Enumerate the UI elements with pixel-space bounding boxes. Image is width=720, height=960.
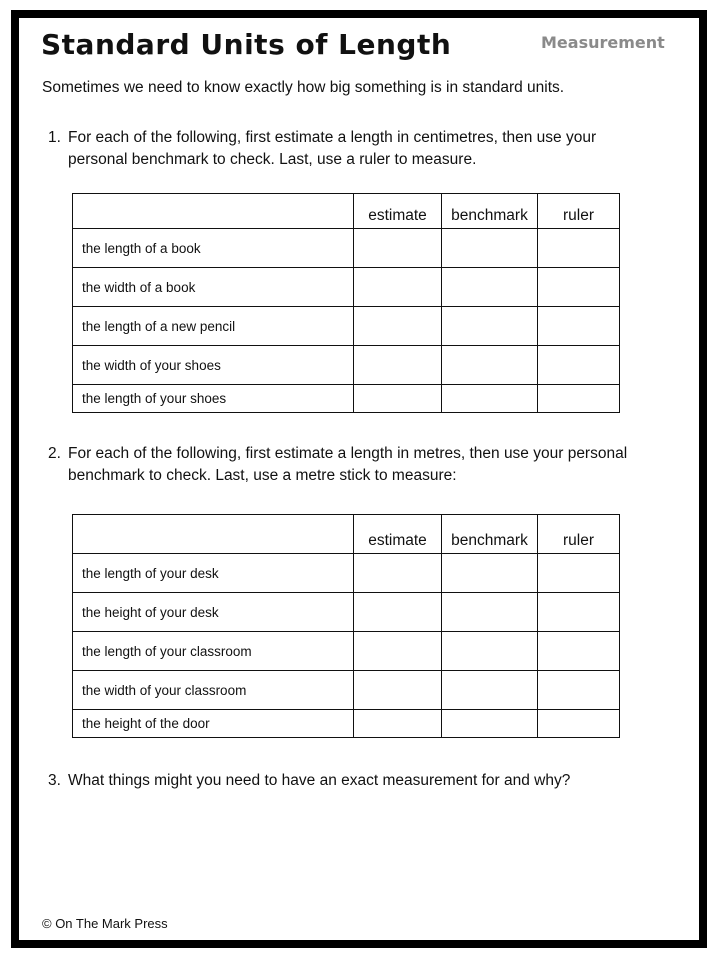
estimate-cell[interactable] [354,593,442,632]
benchmark-cell[interactable] [442,710,538,738]
header-estimate: estimate [354,194,442,229]
ruler-cell[interactable] [538,307,620,346]
table-row [73,385,620,413]
question-3 [48,770,628,792]
topic-label: Measurement [541,33,665,52]
table-header-row [73,515,620,554]
table-row [73,593,620,632]
header-blank [73,515,354,554]
ruler-cell[interactable] [538,671,620,710]
benchmark-cell[interactable] [442,671,538,710]
estimate-cell[interactable] [354,554,442,593]
question-2 [48,443,628,487]
estimate-cell[interactable] [354,229,442,268]
benchmark-cell[interactable] [442,632,538,671]
estimate-cell[interactable] [354,710,442,738]
question-number: 3. [48,772,61,789]
estimate-cell[interactable] [354,632,442,671]
question-text: What things might you need to have an exact measurement for and why? [68,772,571,789]
benchmark-cell[interactable] [442,593,538,632]
question-number: 1. [48,129,61,146]
ruler-cell[interactable] [538,346,620,385]
ruler-cell[interactable] [538,268,620,307]
row-label: the length of a new pencil [73,307,354,346]
benchmark-cell[interactable] [442,554,538,593]
header-blank [73,194,354,229]
header-estimate: estimate [354,515,442,554]
question-text: For each of the following, first estimate a length in centimetres, then use your personal benchmark to check. Last, use a ruler to measure. [68,129,597,168]
question-1 [48,127,628,171]
benchmark-cell[interactable] [442,268,538,307]
copyright-footer: © On The Mark Press [42,916,168,931]
measurement-table-cm [72,193,620,413]
benchmark-cell[interactable] [442,307,538,346]
row-label: the width of your classroom [73,671,354,710]
benchmark-cell[interactable] [442,385,538,413]
table-row [73,671,620,710]
table-row [73,307,620,346]
header-benchmark: benchmark [442,194,538,229]
table-row [73,346,620,385]
benchmark-cell[interactable] [442,229,538,268]
row-label: the length of your shoes [73,385,354,413]
row-label: the length of your desk [73,554,354,593]
row-label: the height of the door [73,710,354,738]
header-ruler: ruler [538,515,620,554]
table-row [73,229,620,268]
ruler-cell[interactable] [538,710,620,738]
question-text: For each of the following, first estimate a length in metres, then use your personal benchmark to check. Last, use a metre stick to measure: [68,445,628,484]
header-benchmark: benchmark [442,515,538,554]
row-label: the width of your shoes [73,346,354,385]
table-row [73,632,620,671]
question-number: 2. [48,445,61,462]
header-ruler: ruler [538,194,620,229]
intro-text: Sometimes we need to know exactly how big something is in standard units. [42,79,565,96]
row-label: the length of a book [73,229,354,268]
ruler-cell[interactable] [538,632,620,671]
table-row [73,268,620,307]
table-row [73,710,620,738]
table-header-row [73,194,620,229]
row-label: the height of your desk [73,593,354,632]
page-title: Standard Units of Length [41,28,452,61]
ruler-cell[interactable] [538,554,620,593]
row-label: the width of a book [73,268,354,307]
estimate-cell[interactable] [354,307,442,346]
ruler-cell[interactable] [538,229,620,268]
estimate-cell[interactable] [354,671,442,710]
ruler-cell[interactable] [538,593,620,632]
table-row [73,554,620,593]
measurement-table-m [72,514,620,738]
benchmark-cell[interactable] [442,346,538,385]
estimate-cell[interactable] [354,268,442,307]
answer-area[interactable] [68,800,628,900]
estimate-cell[interactable] [354,385,442,413]
row-label: the length of your classroom [73,632,354,671]
ruler-cell[interactable] [538,385,620,413]
estimate-cell[interactable] [354,346,442,385]
